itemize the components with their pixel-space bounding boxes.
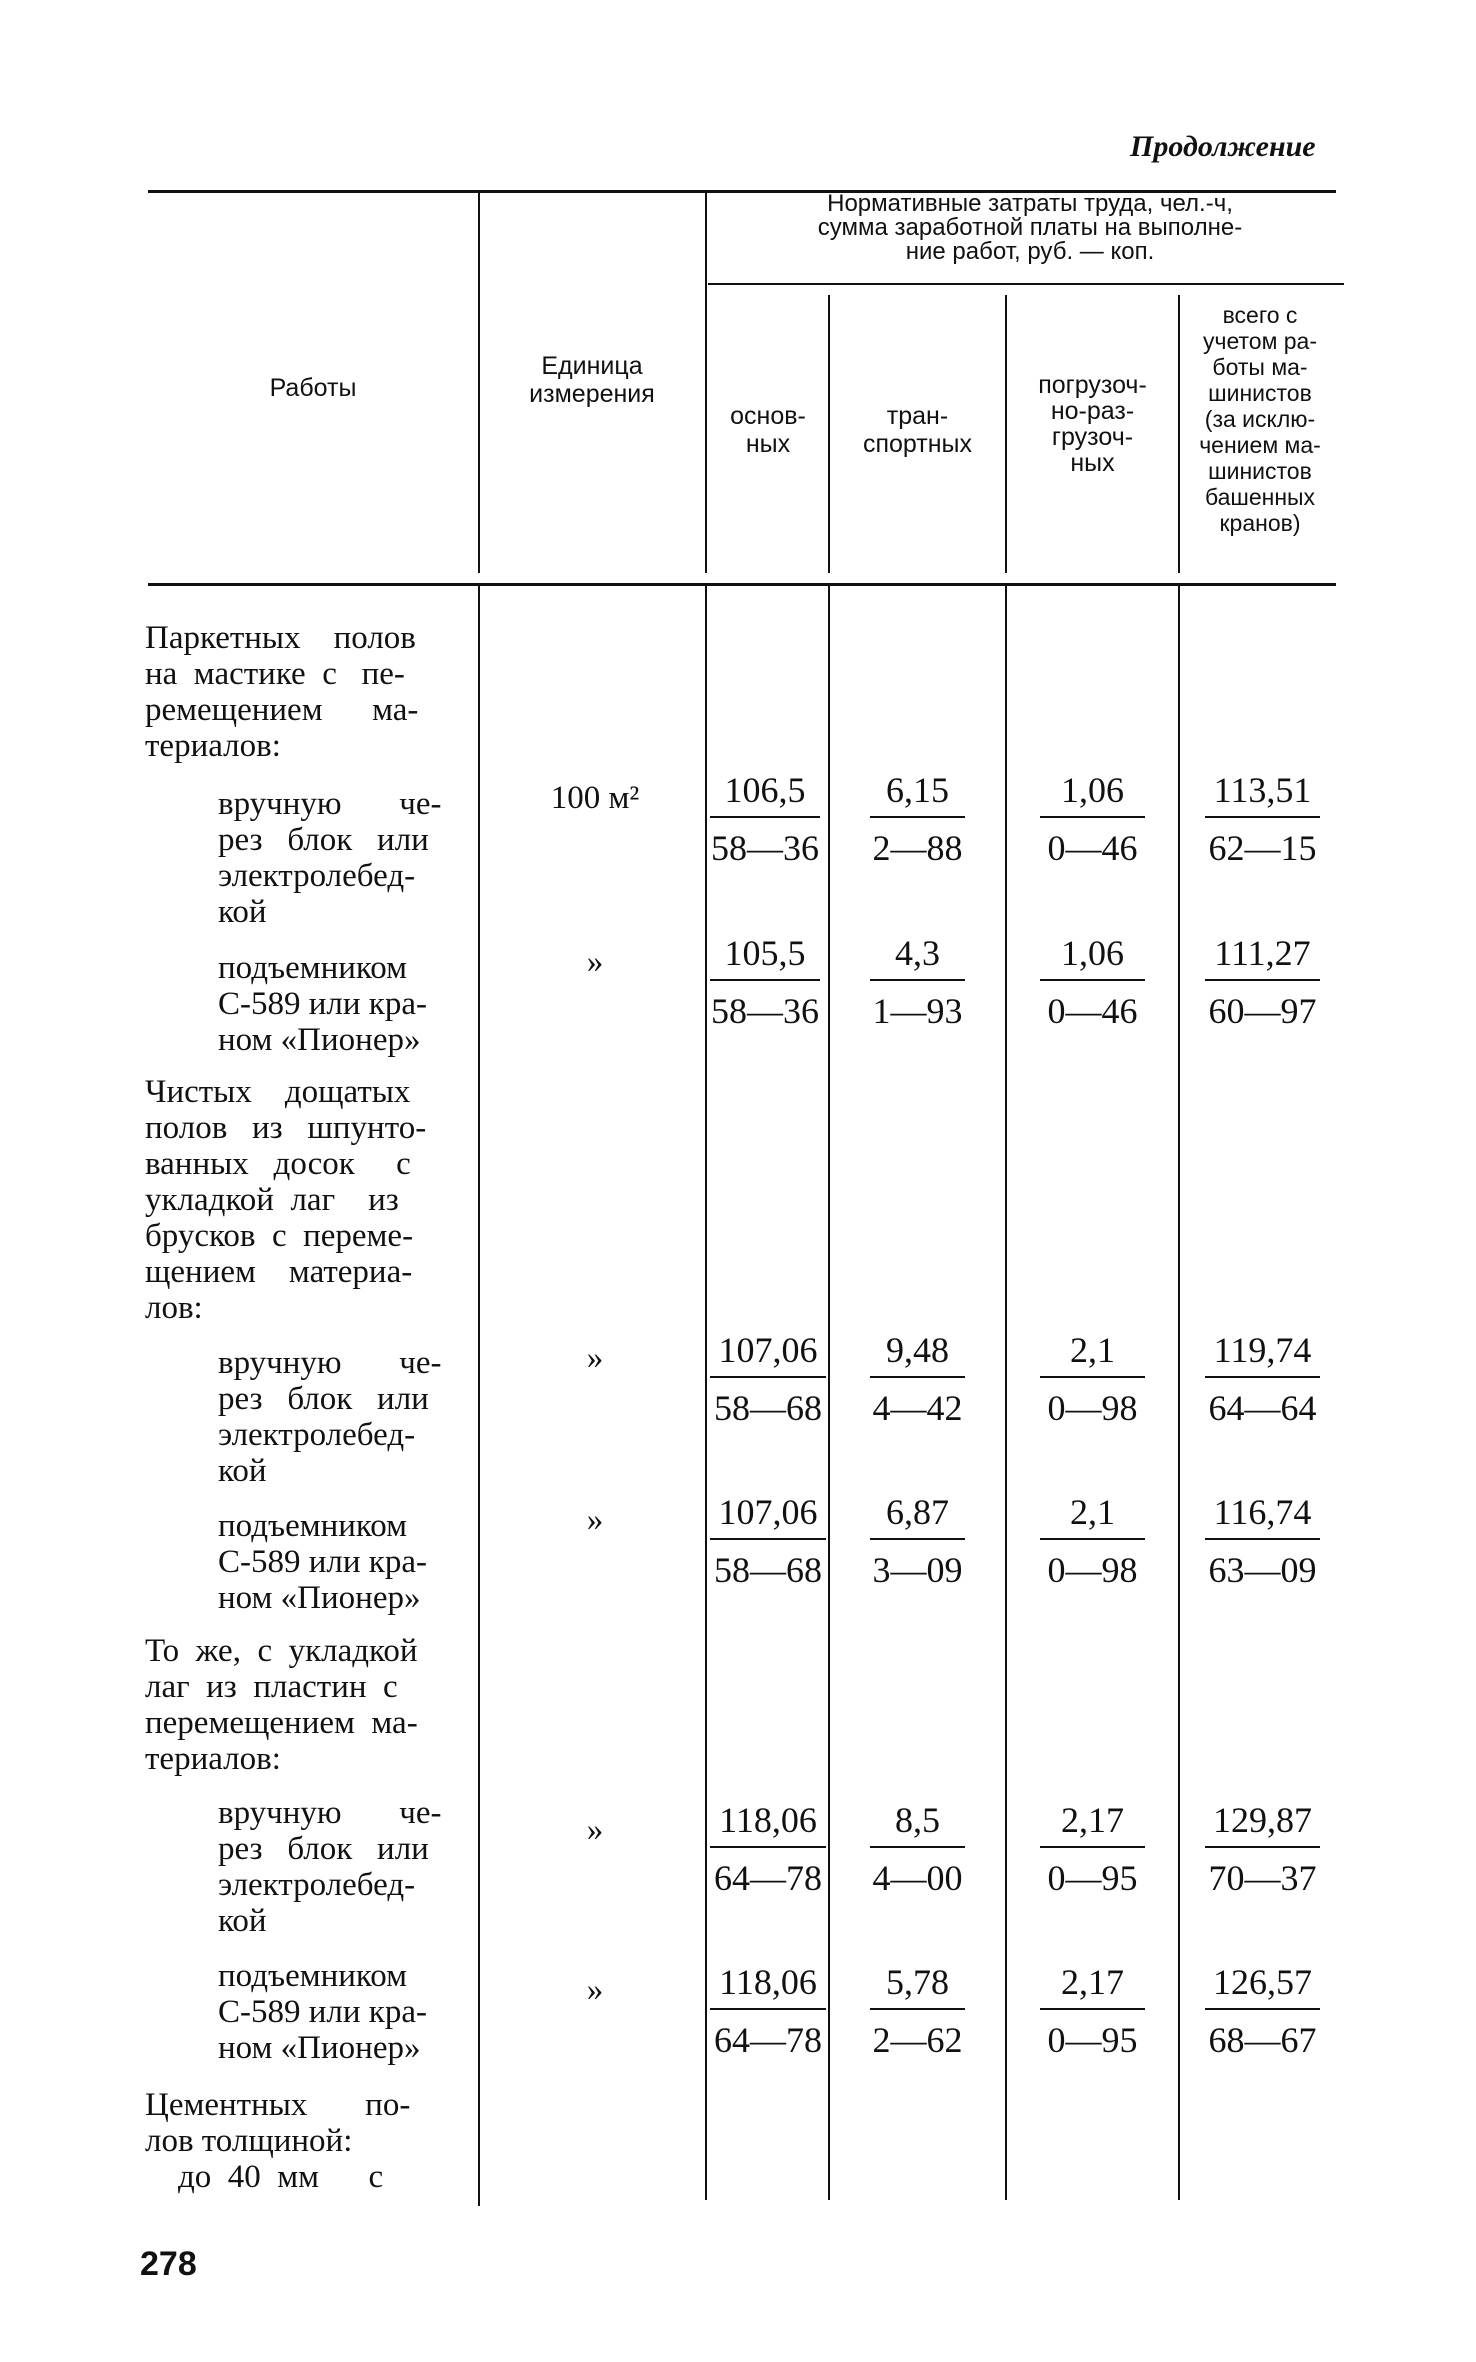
row-unit: 100 м² <box>550 780 640 816</box>
row-work: вручную че- рез блок или электролебед- кой <box>218 786 442 930</box>
header-loading: погрузоч- но-раз- грузоч- ных <box>1038 371 1147 477</box>
cell-transport: $\frac{6,15}{2—88}$ <box>870 770 965 868</box>
cell-loading: $\frac{2,17}{0—95}$ <box>1040 1962 1145 2060</box>
cell-basic: $\frac{118,06}{64—78}$ <box>710 1962 826 2060</box>
cell-transport: $\frac{6,87}{3—09}$ <box>870 1492 965 1590</box>
cell-total: $\frac{116,74}{63—09}$ <box>1205 1492 1320 1590</box>
section-title-cement: Цементных по- лов толщиной: до 40 мм с <box>145 2087 411 2195</box>
cell-total: $\frac{111,27}{60—97}$ <box>1205 933 1320 1031</box>
row-work: вручную че- рез блок или электролебед- кой <box>218 1345 442 1489</box>
header-unit: Единица измерения <box>529 352 655 408</box>
row-work: подъемником С-589 или кра- ном «Пионер» <box>218 1508 427 1616</box>
cell-transport: $\frac{8,5}{4—00}$ <box>870 1800 965 1898</box>
header-divider-2 <box>705 193 707 573</box>
cell-loading: $\frac{1,06}{0—46}$ <box>1040 770 1145 868</box>
section-title-parquet: Паркетных полов на мастике с пе- ремещением ма- териалов: <box>145 620 419 764</box>
header-divider-1 <box>478 193 480 573</box>
row-work: вручную че- рез блок или электролебед- кой <box>218 1795 442 1939</box>
continuation-label: Продолжение <box>1130 130 1316 163</box>
body-divider-3 <box>828 586 830 2200</box>
cell-basic: $\frac{118,06}{64—78}$ <box>710 1800 826 1898</box>
body-divider-2 <box>705 586 707 2200</box>
cell-loading: $\frac{2,1}{0—98}$ <box>1040 1492 1145 1590</box>
page-number: 278 <box>140 2245 197 2283</box>
cell-loading: $\frac{1,06}{0—46}$ <box>1040 933 1145 1031</box>
row-work: подъемником С-589 или кра- ном «Пионер» <box>218 950 427 1058</box>
cell-total: $\frac{119,74}{64—64}$ <box>1205 1330 1320 1428</box>
body-divider-5 <box>1178 586 1180 2200</box>
row-work: подъемником С-589 или кра- ном «Пионер» <box>218 1958 427 2066</box>
row-unit: » <box>586 1340 604 1376</box>
cell-loading: $\frac{2,1}{0—98}$ <box>1040 1330 1145 1428</box>
header-norms: Нормативные затраты труда, чел.-ч, сумма заработной платы на выполне- ние работ, руб. — коп. <box>817 190 1243 265</box>
row-unit: » <box>586 1812 604 1848</box>
cell-transport: $\frac{4,3}{1—93}$ <box>870 933 965 1031</box>
header-subrule <box>708 283 1344 285</box>
section-title-same-plates: То же, с укладкой лаг из пластин с перемещением ма- териалов: <box>145 1633 418 1777</box>
row-unit: » <box>586 1972 604 2008</box>
cell-loading: $\frac{2,17}{0—95}$ <box>1040 1800 1145 1898</box>
cell-transport: $\frac{5,78}{2—62}$ <box>870 1962 965 2060</box>
header-works: Работы <box>269 374 357 402</box>
header-transport: тран- спортных <box>862 402 973 458</box>
row-unit: » <box>586 944 604 980</box>
cell-total: $\frac{126,57}{68—67}$ <box>1205 1962 1320 2060</box>
cell-transport: $\frac{9,48}{4—42}$ <box>870 1330 965 1428</box>
cell-total: $\frac{113,51}{62—15}$ <box>1205 770 1320 868</box>
cell-basic: $\frac{107,06}{58—68}$ <box>710 1492 826 1590</box>
body-divider-4 <box>1005 586 1007 2200</box>
body-divider-1 <box>478 586 480 2206</box>
section-title-plank: Чистых дощатых полов из шпунто- ванных досок с укладкой лаг из брусков с переме- щением материа- лов: <box>145 1074 427 1326</box>
cell-total: $\frac{129,87}{70—37}$ <box>1205 1800 1320 1898</box>
header-bottom-rule <box>148 583 1336 586</box>
row-unit: » <box>586 1502 604 1538</box>
cell-basic: $\frac{105,5}{58—36}$ <box>711 933 819 1031</box>
header-total: всего с учетом ра- боты ма- шинистов (за исклю- чением ма- шинистов башенных кранов) <box>1199 302 1321 536</box>
header-basic: основ- ных <box>730 402 806 458</box>
cell-basic: $\frac{107,06}{58—68}$ <box>710 1330 826 1428</box>
cell-basic: $\frac{106,5}{58—36}$ <box>711 770 819 868</box>
